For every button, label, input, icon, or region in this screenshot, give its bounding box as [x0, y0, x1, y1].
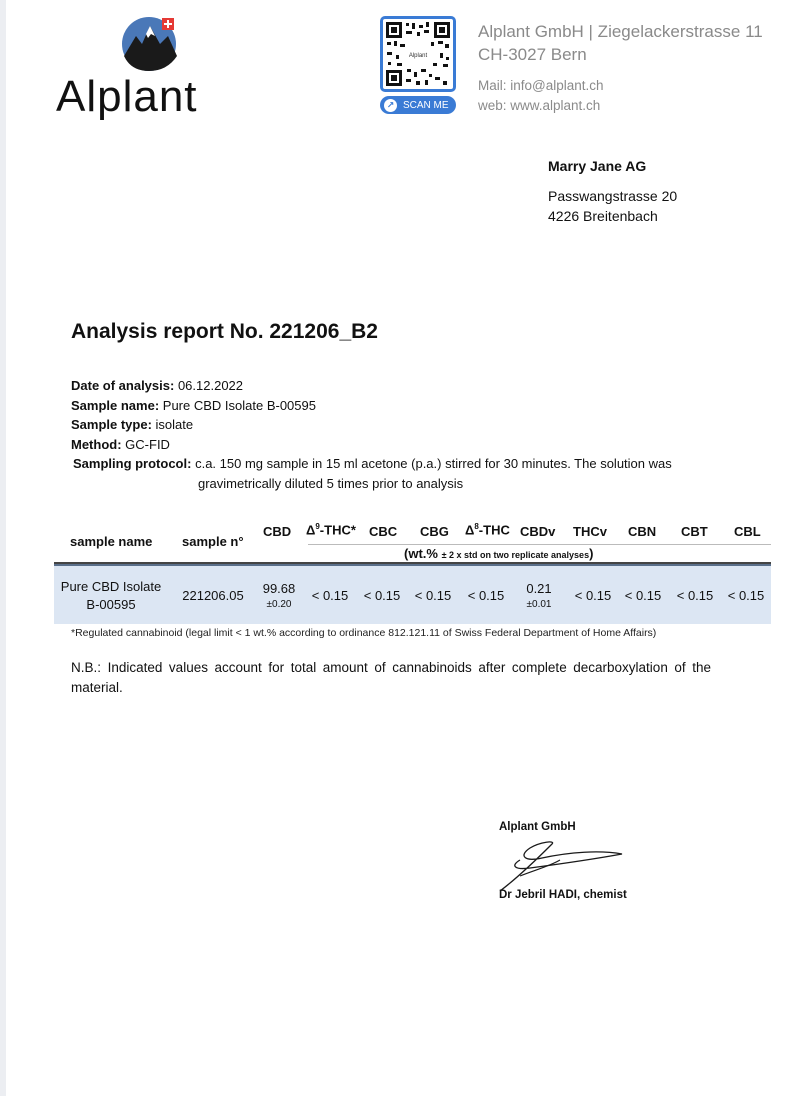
table-row: [54, 564, 771, 624]
col-cbn: CBN: [628, 524, 657, 539]
logo-wordmark: Alplant: [56, 72, 198, 121]
qr-code[interactable]: [380, 16, 456, 92]
cell-cbdv: 0.21 ±0.01: [526, 581, 552, 610]
sample-name: Sample name: Pure CBD Isolate B-00595: [71, 397, 316, 413]
scan-me-label: SCAN ME: [403, 99, 449, 111]
col-thcv: THCv: [573, 524, 607, 539]
signature-company: Alplant GmbH: [499, 821, 576, 833]
scan-me-button[interactable]: [380, 96, 456, 114]
scan-icon: ↗: [384, 99, 397, 112]
qr-code-icon: [383, 19, 453, 89]
cell-cbl: < 0.15: [727, 588, 765, 603]
col-d9-thc: $\Delta^9-THC*$: [306, 522, 356, 538]
col-sample-name: sample name: [70, 534, 153, 549]
col-cbg: CBG: [420, 524, 449, 539]
cell-cbn: < 0.15: [624, 588, 662, 603]
svg-text:Alplant: Alplant: [408, 53, 428, 59]
company-info: [478, 20, 763, 116]
col-cbd: CBD: [263, 524, 292, 539]
report-title: Analysis report No. 221206_B2: [71, 320, 378, 343]
company-address-line2: CH-3027 Bern: [478, 45, 587, 64]
company-address-line1: Alplant GmbH | Ziegelackerstrasse 11: [478, 22, 763, 41]
method: Method: GC-FID: [71, 436, 170, 452]
report-meta: [71, 376, 731, 493]
cell-sample-name: Pure CBD Isolate B-00595: [60, 579, 162, 612]
recipient-name: Marry Jane AG: [548, 158, 647, 174]
cell-d9-thc: < 0.15: [311, 588, 349, 603]
sampling-protocol-cont: gravimetrically diluted 5 times prior to analysis: [198, 475, 464, 491]
table-header: [54, 518, 771, 564]
col-d8-thc: $\Delta^8$-THC: [465, 522, 510, 538]
company-mail[interactable]: Mail: info@alplant.ch: [478, 78, 604, 93]
col-cbc: CBC: [369, 524, 398, 539]
cell-cbg: < 0.15: [414, 588, 452, 603]
col-cbl: CBL: [734, 524, 761, 539]
cell-cbc: < 0.15: [363, 588, 401, 603]
mountain-logo-icon: [122, 14, 182, 72]
cell-cbt: < 0.15: [676, 588, 714, 603]
page-edge: [0, 0, 6, 1096]
signature-icon: [490, 836, 630, 894]
nb-note: N.B.: Indicated values account for total amount of cannabinoids after complete decarboxylation of the material.: [71, 660, 711, 695]
col-cbt: CBT: [681, 524, 708, 539]
alplant-logo: [56, 14, 256, 121]
cell-cbd: 99.68 ±0.20: [262, 581, 296, 610]
recipient-city: 4226 Breitenbach: [548, 208, 658, 224]
units-note: (wt.% ± 2 x std on two replicate analyses): [308, 544, 771, 561]
col-sample-no: sample n°: [182, 534, 244, 549]
cell-sample-no: 221206.05: [182, 588, 244, 603]
company-web[interactable]: web: www.alplant.ch: [478, 98, 601, 113]
recipient-street: Passwangstrasse 20: [548, 188, 678, 204]
col-cbdv: CBDv: [520, 524, 556, 539]
cell-thcv: < 0.15: [574, 588, 612, 603]
footnote: *Regulated cannabinoid (legal limit < 1 wt.% according to ordinance 812.121.11 of Swiss Federal Department of Home Affairs): [71, 627, 657, 639]
results-table: [54, 518, 771, 624]
cell-d8-thc: < 0.15: [467, 588, 505, 603]
date-of-analysis: Date of analysis: 06.12.2022: [71, 378, 244, 393]
sampling-protocol: Sampling protocol: c.a. 150 mg sample in 15 ml acetone (p.a.) stirred for 30 minutes. The solution was: [73, 456, 672, 471]
sample-type: Sample type: isolate: [71, 417, 194, 432]
signature-name: Dr Jebril HADI, chemist: [499, 889, 627, 901]
recipient-address: [548, 156, 677, 226]
